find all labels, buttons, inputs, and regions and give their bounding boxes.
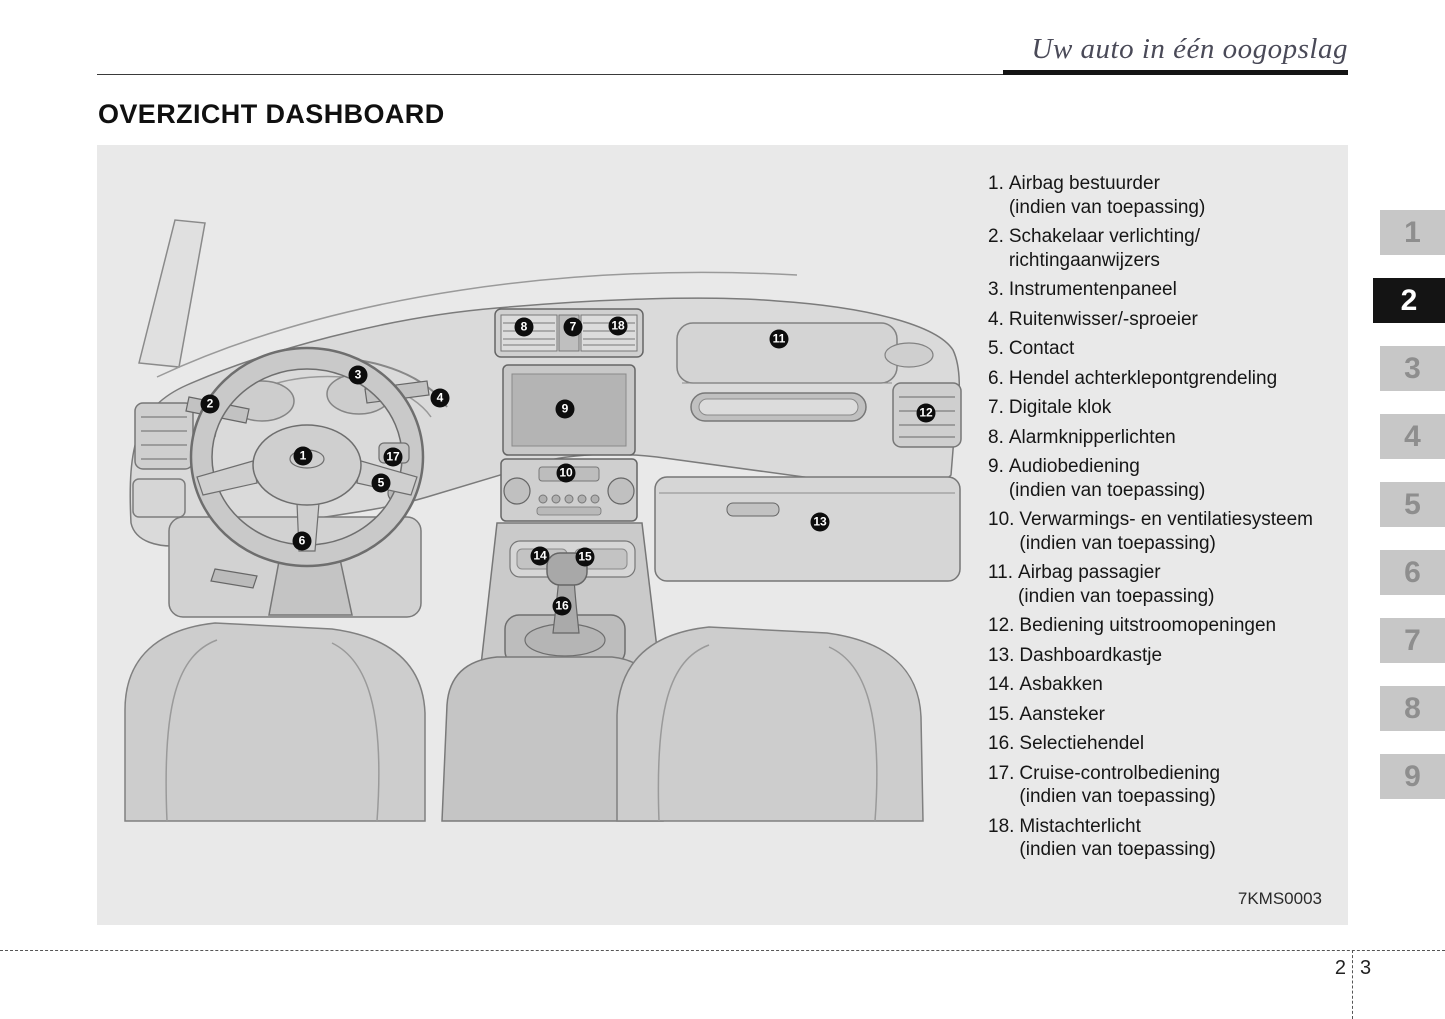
legend-item-number: 3. xyxy=(988,279,1004,300)
chapter-tab-3[interactable]: 3 xyxy=(1380,346,1445,391)
callout-7: 7 xyxy=(564,318,583,337)
content-panel xyxy=(97,145,1348,925)
legend-item xyxy=(988,508,1348,555)
legend-item-number: 6. xyxy=(988,367,1004,389)
chapter-tab-7[interactable]: 7 xyxy=(1380,618,1445,663)
legend-item-text: Hendel achterklepontgrendeling xyxy=(1008,367,1278,389)
legend-item-text: Asbakken xyxy=(1019,674,1103,695)
legend-item-number: 2. xyxy=(988,226,1004,247)
legend-list xyxy=(988,172,1348,868)
legend-item-body xyxy=(1009,172,1348,219)
legend-item xyxy=(988,762,1348,809)
callout-6: 6 xyxy=(293,532,312,551)
bottom-fold-vline xyxy=(1352,950,1353,1019)
a-pillar xyxy=(139,220,205,367)
callout-8: 8 xyxy=(515,318,534,337)
legend-item xyxy=(988,732,1348,756)
legend-item-number: 8. xyxy=(988,426,1004,448)
legend-item-number: 7. xyxy=(988,397,1004,418)
legend-item-text: Instrumentenpaneel xyxy=(1008,279,1177,300)
legend-item-body xyxy=(1009,367,1348,391)
chapter-tab-9[interactable]: 9 xyxy=(1380,754,1445,799)
legend-item-text: (indien van toepassing) xyxy=(1019,532,1216,554)
legend-item-text: Audiobediening xyxy=(1008,456,1140,477)
legend-item-number: 16. xyxy=(988,733,1015,754)
callout-2: 2 xyxy=(201,395,220,414)
figure-code: 7KMS0003 xyxy=(1237,889,1322,908)
legend-item-text: (indien van toepassing) xyxy=(1008,479,1206,501)
legend-item-text: Schakelaar verlichting/ xyxy=(1008,226,1201,247)
chapter-tab-5[interactable]: 5 xyxy=(1380,482,1445,527)
legend-item-number: 9. xyxy=(988,456,1004,477)
passenger-airbag-panel xyxy=(677,323,897,383)
legend-item-text: Selectiehendel xyxy=(1019,733,1145,754)
legend-item-body xyxy=(1019,815,1348,862)
callout-16: 16 xyxy=(553,597,572,616)
callout-14: 14 xyxy=(531,547,550,566)
glovebox xyxy=(655,477,960,581)
legend-item-number: 13. xyxy=(988,644,1015,666)
legend-item-body xyxy=(1019,644,1348,668)
driver-seat xyxy=(125,623,425,821)
legend-item-text: Alarmknipperlichten xyxy=(1008,426,1176,448)
legend-item-body xyxy=(1009,278,1348,302)
tweeter-grille xyxy=(885,343,933,367)
callout-11: 11 xyxy=(770,330,789,349)
header-rule-thick xyxy=(1003,70,1348,75)
legend-item-body xyxy=(1019,614,1348,638)
legend-item xyxy=(988,815,1348,862)
legend-item-text: Bediening uitstroomopeningen xyxy=(1019,615,1277,636)
legend-item-text: (indien van toepassing) xyxy=(1019,786,1216,807)
chapter-tab-1[interactable]: 1 xyxy=(1380,210,1445,255)
legend-item-body xyxy=(1019,732,1348,756)
legend-item-text: Cruise-controlbediening xyxy=(1019,762,1221,784)
callout-17: 17 xyxy=(384,448,403,467)
legend-item xyxy=(988,455,1348,502)
legend-item-body xyxy=(1019,703,1348,727)
chapter-tab-4[interactable]: 4 xyxy=(1380,414,1445,459)
legend-item-number: 10. xyxy=(988,509,1015,530)
chapter-tabs xyxy=(1373,210,1445,799)
legend-item-text: Verwarmings- en ventilatiesysteem xyxy=(1019,509,1313,530)
legend-item-text: Mistachterlicht xyxy=(1019,815,1141,837)
legend-item-text: (indien van toepassing) xyxy=(1019,839,1216,860)
legend-item-body xyxy=(1018,561,1348,608)
legend-item-text: Digitale klok xyxy=(1008,397,1112,418)
legend-item xyxy=(988,396,1348,420)
legend-item xyxy=(988,644,1348,668)
legend-item-body xyxy=(1019,673,1348,697)
legend-item-text: Aansteker xyxy=(1019,703,1105,725)
left-air-vent xyxy=(133,403,193,517)
legend-item-text: Ruitenwisser/-sproeier xyxy=(1008,308,1198,330)
legend-item xyxy=(988,337,1348,361)
callout-18: 18 xyxy=(609,317,628,336)
legend-item-number: 14. xyxy=(988,674,1015,695)
callout-3: 3 xyxy=(349,366,368,385)
legend-item-text: Airbag bestuurder xyxy=(1008,173,1160,194)
legend-item-number: 17. xyxy=(988,762,1015,784)
legend-item-number: 18. xyxy=(988,815,1015,837)
legend-item-number: 1. xyxy=(988,173,1004,194)
bottom-fold-line xyxy=(0,950,1445,951)
legend-item xyxy=(988,225,1348,272)
legend-item-body xyxy=(1009,225,1348,272)
legend-item-text: Dashboardkastje xyxy=(1019,644,1163,666)
legend-item-number: 11. xyxy=(988,562,1014,583)
legend-item xyxy=(988,172,1348,219)
legend-item xyxy=(988,561,1348,608)
legend-item-body xyxy=(1009,396,1348,420)
callout-1: 1 xyxy=(294,447,313,466)
legend-item xyxy=(988,426,1348,450)
legend-item-number: 12. xyxy=(988,615,1015,636)
legend-item-text: (indien van toepassing) xyxy=(1008,196,1206,218)
legend-item-body xyxy=(1009,455,1348,502)
legend-item xyxy=(988,278,1348,302)
legend-item-body xyxy=(1009,308,1348,332)
passenger-seat xyxy=(617,627,923,821)
legend-item-body xyxy=(1009,426,1348,450)
callout-13: 13 xyxy=(811,513,830,532)
legend-item-text: Airbag passagier xyxy=(1018,562,1161,583)
legend-item xyxy=(988,703,1348,727)
grab-handle xyxy=(691,393,866,421)
legend-item-body xyxy=(1009,337,1348,361)
legend-item-text: (indien van toepassing) xyxy=(1018,585,1215,607)
callout-12: 12 xyxy=(917,404,936,423)
callout-9: 9 xyxy=(556,400,575,419)
legend-item xyxy=(988,367,1348,391)
legend-item xyxy=(988,673,1348,697)
legend-item xyxy=(988,308,1348,332)
chapter-tab-2[interactable]: 2 xyxy=(1373,278,1445,323)
legend-item-number: 5. xyxy=(988,338,1004,359)
callout-10: 10 xyxy=(557,464,576,483)
page-title: Uw auto in één oogopslag xyxy=(1031,33,1348,65)
legend-item-body xyxy=(1019,508,1348,555)
page-number-chapter: 2 xyxy=(1334,957,1346,979)
callout-15: 15 xyxy=(576,548,595,567)
legend-item-number: 15. xyxy=(988,703,1015,725)
legend-item-text: Contact xyxy=(1008,338,1075,359)
callout-5: 5 xyxy=(372,474,391,493)
section-heading: OVERZICHT DASHBOARD xyxy=(98,99,445,129)
legend-item-body xyxy=(1019,762,1348,809)
chapter-tab-6[interactable]: 6 xyxy=(1380,550,1445,595)
legend-item-text: richtingaanwijzers xyxy=(1008,249,1160,271)
chapter-tab-8[interactable]: 8 xyxy=(1380,686,1445,731)
legend-item-number: 4. xyxy=(988,308,1004,330)
legend-item xyxy=(988,614,1348,638)
callout-4: 4 xyxy=(431,389,450,408)
page-number-page: 3 xyxy=(1360,957,1372,979)
